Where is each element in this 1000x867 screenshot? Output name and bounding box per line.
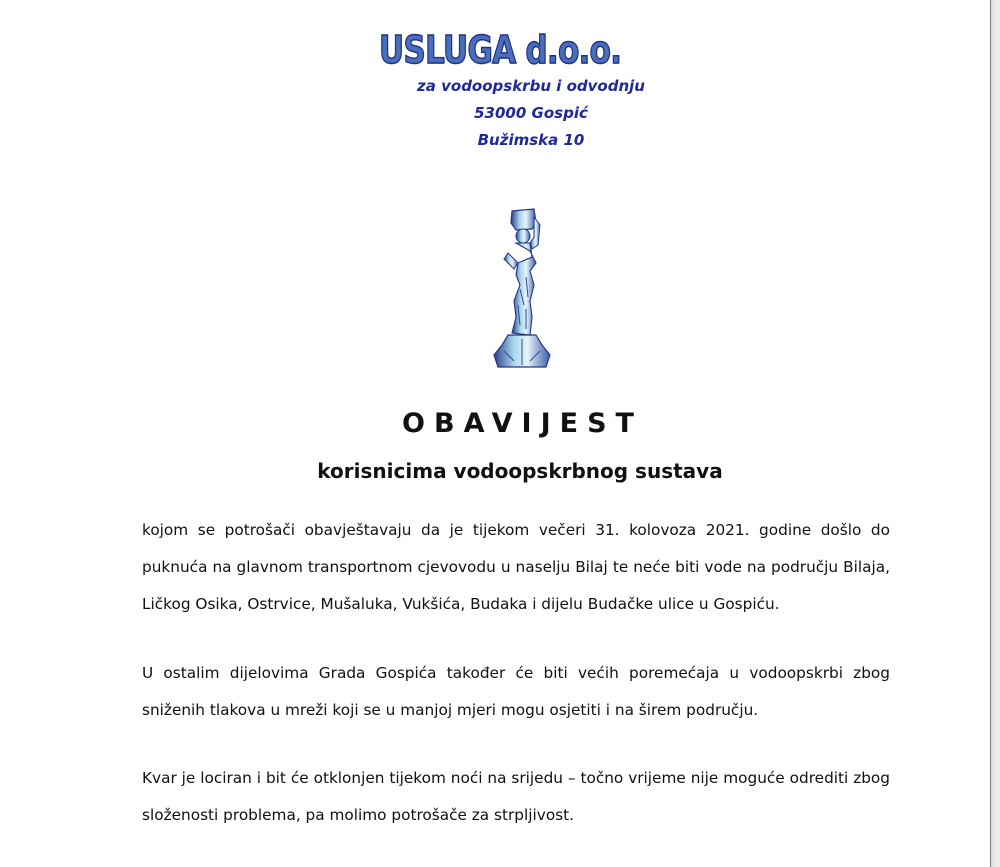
viewer-page-edge	[990, 0, 1000, 867]
company-name: USLUGA d.o.o.	[378, 28, 622, 72]
notice-title: OBAVIJEST	[402, 408, 643, 439]
statue-icon	[490, 205, 554, 370]
notice-paragraph: kojom se potrošači obavještavaju da je tijekom večeri 31. kolovoza 2021. godine došlo do puknuća na glavnom transportnom cjevovodu u naselju Bilaj te neće biti vode na području Bilaja, Ličkog Osika, Ostrvice, Mušaluka, Vukšića, Budaka i dijelu Budačke ulice u Gospiću.	[142, 521, 890, 613]
company-tagline: za vodoopskrbu i odvodnju	[417, 77, 645, 95]
company-street: Bužimska 10	[477, 131, 585, 149]
notice-paragraph: Kvar je lociran i bit će otklonjen tijekom noći na srijedu – točno vrijeme nije moguće odrediti zbog složenosti problema, pa molimo potrošače za strpljivost.	[142, 769, 890, 824]
company-city: 53000 Gospić	[474, 104, 588, 122]
notice-paragraph: U ostalim dijelovima Grada Gospića također će biti većih poremećaja u vodoopskrbi zbog sniženih tlakova u mreži koji se u manjoj mjeri mogu osjetiti i na širem području.	[142, 664, 890, 719]
notice-subtitle: korisnicima vodoopskrbnog sustava	[317, 459, 723, 483]
